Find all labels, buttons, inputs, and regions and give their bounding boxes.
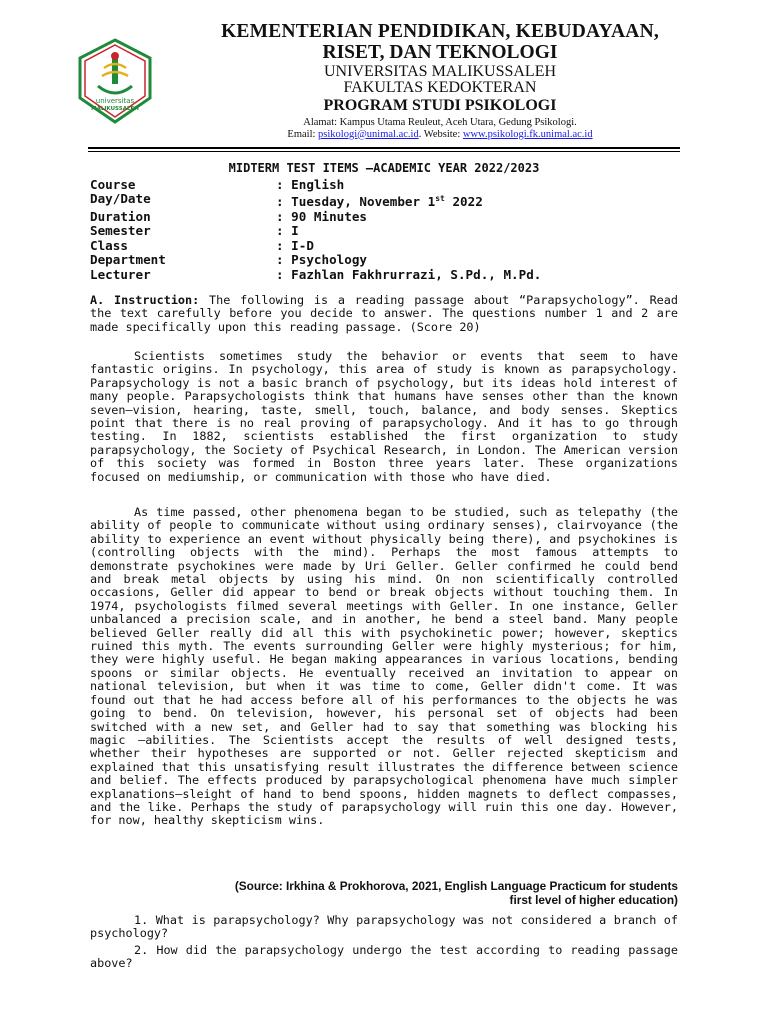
instruction-paragraph	[90, 294, 678, 334]
letterhead-rule-thick	[88, 147, 680, 149]
info-row-class	[90, 239, 541, 253]
ministry-line-2: RISET, DAN TEKNOLOGI	[322, 41, 558, 63]
logo-text-universitas: universitas	[95, 97, 135, 105]
info-value: : 90 Minutes	[276, 209, 367, 224]
info-value: : I	[276, 223, 299, 239]
info-key: Lecturer	[90, 266, 151, 282]
question-1: 1. What is parapsychology? Why parapsychology was not considered a branch of psychology?	[90, 913, 678, 941]
question-2: 2. How did the parapsychology undergo the test according to reading passage above?	[90, 943, 678, 971]
info-key: Class	[90, 237, 128, 253]
source-citation	[78, 879, 678, 907]
info-row-semester	[90, 224, 541, 238]
address: Alamat: Kampus Utama Reuleut, Aceh Utara, Gedung Psikologi.	[303, 117, 577, 128]
info-value: : Psychology	[276, 252, 367, 268]
info-value: : Tuesday, November 1st 2022	[276, 194, 483, 210]
university-name: UNIVERSITAS MALIKUSSALEH	[323, 63, 557, 80]
email-link[interactable]: psikologi@unimal.ac.id	[318, 128, 419, 140]
info-value: : English	[276, 177, 345, 192]
info-value: : I-D	[276, 237, 314, 253]
info-key: Semester	[90, 223, 151, 239]
info-row-duration	[90, 210, 541, 224]
info-key: Department	[90, 252, 166, 268]
email-label: Email:	[287, 128, 319, 140]
info-value: : Fazhlan Fakhrurrazi, S.Pd., M.Pd.	[276, 266, 542, 282]
contact-line	[170, 130, 710, 141]
ministry-line-1: KEMENTERIAN PENDIDIKAN, KEBUDAYAAN,	[221, 21, 659, 42]
instruction-label: A. Instruction:	[90, 293, 200, 307]
info-row-date	[90, 192, 541, 210]
passage-paragraph-1: Scientists sometimes study the behavior or events that seem to have fantastic origins. In psychology, this area of study is known as parapsychology. Parapsychology is not a basic branch of psychology, but its ideas hold interest of many people. Parapsychologists think that humans have senses other than the known seven—vision, hearing, taste, smell, touch, balance, and body senses. Skeptics point that there is no real proving of parapsychology. And it has to go through testing. In 1882, scientists established the first organization to study parapsychology, the Society of Psychical Research, in London. The American version of this society was formed in Boston three years later. These organizations focused on mediumship, or communication with those who have died.	[90, 349, 678, 484]
source-line-2: first level of higher education)	[509, 893, 678, 907]
university-logo	[76, 38, 154, 124]
info-key: Day/Date	[90, 191, 151, 207]
faculty-name: FAKULTAS KEDOKTERAN	[343, 79, 537, 96]
logo-text-malikussaleh: MALIKUSSALEH	[91, 106, 139, 112]
test-info-table	[90, 178, 541, 282]
instruction-text: The following is a reading passage about “Parapsychology”. Read the text carefully before you decide to answer. The questions number 1 and 2 are made specifically upon this reading passage. (Score 20)	[90, 293, 678, 334]
info-key: Duration	[90, 209, 151, 224]
website-label: . Website:	[418, 128, 463, 140]
date-suffix: st	[435, 194, 445, 204]
program-name: PROGRAM STUDI PSIKOLOGI	[323, 97, 557, 114]
test-title: MIDTERM TEST ITEMS –ACADEMIC YEAR 2022/2023	[228, 161, 540, 175]
letterhead-rule-thin	[88, 151, 680, 152]
info-key: Course	[90, 177, 136, 192]
passage-paragraph-2: As time passed, other phenomena began to be studied, such as telepathy (the ability of people to communicate without using ordinary senses), clairvoyance (the ability to experience an event without physically being there), and psychokines is (controlling objects with the mind). Perhaps the most famous attempts to demonstrate psychokines were made by Uri Geller. Geller confirmed he could bend and break metal objects by using his mind. On non scientifically controlled occasions, Geller did appear to bend or break objects without touching them. In 1974, psychologists filmed several meetings with Geller. In one instance, Geller unbalanced a precision scale, and in another, he bend a steel band. Many people believed Geller really did all this with psychokinetic power; however, skeptics ruined this myth. The events surrounding Geller were highly mysterious; for him, they were highly useful. He began making appearances in various locations, bending spoons or similar objects. He eventually received an invitation to appear on national television, but when it was time to come, Geller didn't come. It was found out that he had access before all of his performances to the objects he was going to bend. On television, however, his personal set of objects had been switched with a new set, and Geller had to say that something was blocking his magic —abilities. The Scientists accept the results of well designed tests, whether their hypotheses are supported or not. Geller rejected skepticism and explained that this unsatisfying result illustrates the difference between science and belief. The effects produced by parapsychological phenomena have much simpler explanations—sleight of hand to bend spoons, hidden magnets to deflect compasses, and the like. Perhaps the study of parapsychology will ruin this one day. However, for now, healthy skepticism wins.	[90, 505, 678, 828]
info-row-lecturer	[90, 268, 541, 282]
source-line-1: (Source: Irkhina & Prokhorova, 2021, English Language Practicum for students	[234, 879, 678, 893]
letterhead	[170, 22, 710, 140]
info-row-course	[90, 178, 541, 192]
info-row-department	[90, 253, 541, 267]
website-link[interactable]: www.psikologi.fk.unimal.ac.id	[462, 128, 593, 140]
